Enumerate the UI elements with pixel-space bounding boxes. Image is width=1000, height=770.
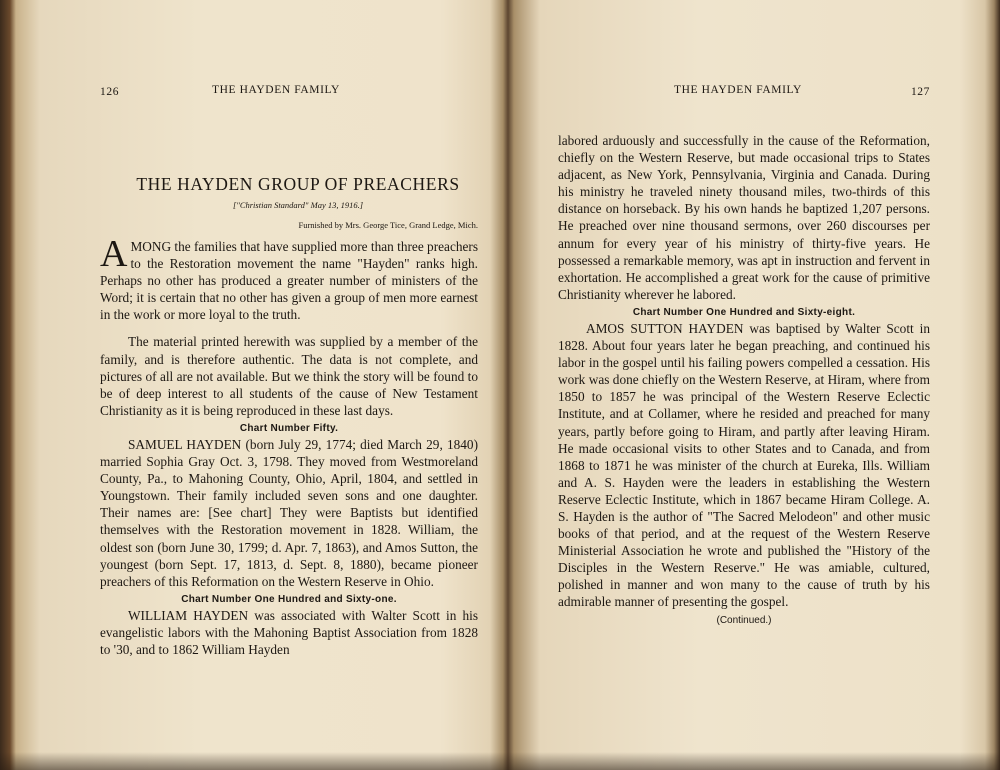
drop-cap: A: [100, 233, 128, 275]
chart-heading-168: Chart Number One Hundred and Sixty-eight.: [632, 306, 856, 318]
page-shadow: [0, 752, 1000, 770]
william-hayden-paragraph: WILLIAM HAYDEN was associated with Walter Scott in his evangelistic labors with the Mahoning Baptist Association from 1828 to '30, and to 1862 William Hayden: [100, 607, 478, 657]
article-title: THE HAYDEN GROUP OF PREACHERS: [136, 174, 460, 194]
amos-hayden-paragraph: AMOS SUTTON HAYDEN was baptised by Walter Scott in 1828. About four years later he began preaching, and continued his labor in the gospel until his failing powers compelled a cessation. His work was done chiefly on the Western Reserve, at Hiram, where from 1850 to 1857 he was principal of the Western Reserve Eclectic Institute, and at Collamer, where he resided and preached for many years, partly before going to Hiram, and partly after leaving Hiram. He made occasional visits to other States and to Canada, and from 1868 to 1871 he was minister of the church at Eureka, Ills. William and A. S. Hayden were the leaders in establishing the Western Reserve Eclectic Institute, which in 1867 became Hiram College. A. S. Hayden is the author of "The Sacred Melodeon" and other music books of that period, and at the request of the Western Reserve Ministerial Association he wrote and published the "History of the Disciples in the Western Reserve." He was amiable, cultured, polished in manner and won many to the cause of truth by his admirable manner of presenting the gospel.: [558, 320, 930, 610]
intro-paragraph-text: MONG the families that have supplied more than three preachers to the Restoration movement the name "Hayden" ranks high. Perhaps no other has produced a greater number of ministers of the Word; it is certain that no other has given a group of men more earnest in the work or more loyal to the truth.: [100, 239, 478, 323]
material-paragraph: The material printed herewith was supplied by a member of the family, and is therefore authentic. The data is not complete, and pictures of all are not available. But we think the story will be found to be of deep interest to all students of the cause of New Testament Christianity as it is being reproduced in these last days.: [100, 334, 478, 418]
right-running-title: THE HAYDEN FAMILY: [674, 84, 802, 96]
left-page: [100, 78, 478, 658]
chart-heading-fifty: Chart Number Fifty.: [239, 422, 339, 434]
left-running-title: THE HAYDEN FAMILY: [212, 84, 340, 96]
intro-paragraph: [100, 233, 478, 323]
samuel-hayden-paragraph: SAMUEL HAYDEN (born July 29, 1774; died March 29, 1840) married Sophia Gray Oct. 3, 1798. They moved from Westmoreland County, Pa., to Mahoning County, Ohio, April, 1804, and settled in Youngstown. Their family included seven sons and one daughter. Their names are: [See chart] They were Baptists but identified themselves with the Restoration movement in 1828. William, the oldest son (born June 30, 1799; d. Apr. 7, 1863), and Amos Sutton, the youngest (born Sept. 17, 1813, d. Sept. 8, 1880), became pioneer preachers of this Reformation on the Western Reserve in Ohio.: [100, 436, 478, 589]
left-page-number: 126: [100, 86, 120, 98]
chart-heading-161: Chart Number One Hundred and Sixty-one.: [181, 593, 397, 605]
left-running-head: [100, 78, 478, 108]
furnished-by-credit: Furnished by Mrs. George Tice, Grand Ledge, Mich.: [298, 220, 478, 230]
right-page: [558, 78, 930, 626]
right-running-head: [558, 78, 930, 108]
continued-note: (Continued.): [716, 614, 772, 626]
william-continued-paragraph: labored arduously and successfully in the cause of the Reformation, chiefly on the Western Reserve, but made occasional trips to States adjacent, as New York, Pennsylvania, Virginia and Canada. During his ministry he traveled ninety thousand miles, two-thirds of this distance on horseback. By his own hands he baptized 1,207 persons. He preached over nine thousand sermons, over 260 discourses per annum for every year of his ministry of thirty-five years. He possessed a remarkable memory, was apt in instruction and fervent in exhortation. He accomplished a great work for the cause of primitive Christianity wherever he labored.: [558, 133, 930, 302]
article-source: ["Christian Standard" May 13, 1916.]: [232, 200, 364, 210]
right-page-number: 127: [910, 86, 930, 98]
